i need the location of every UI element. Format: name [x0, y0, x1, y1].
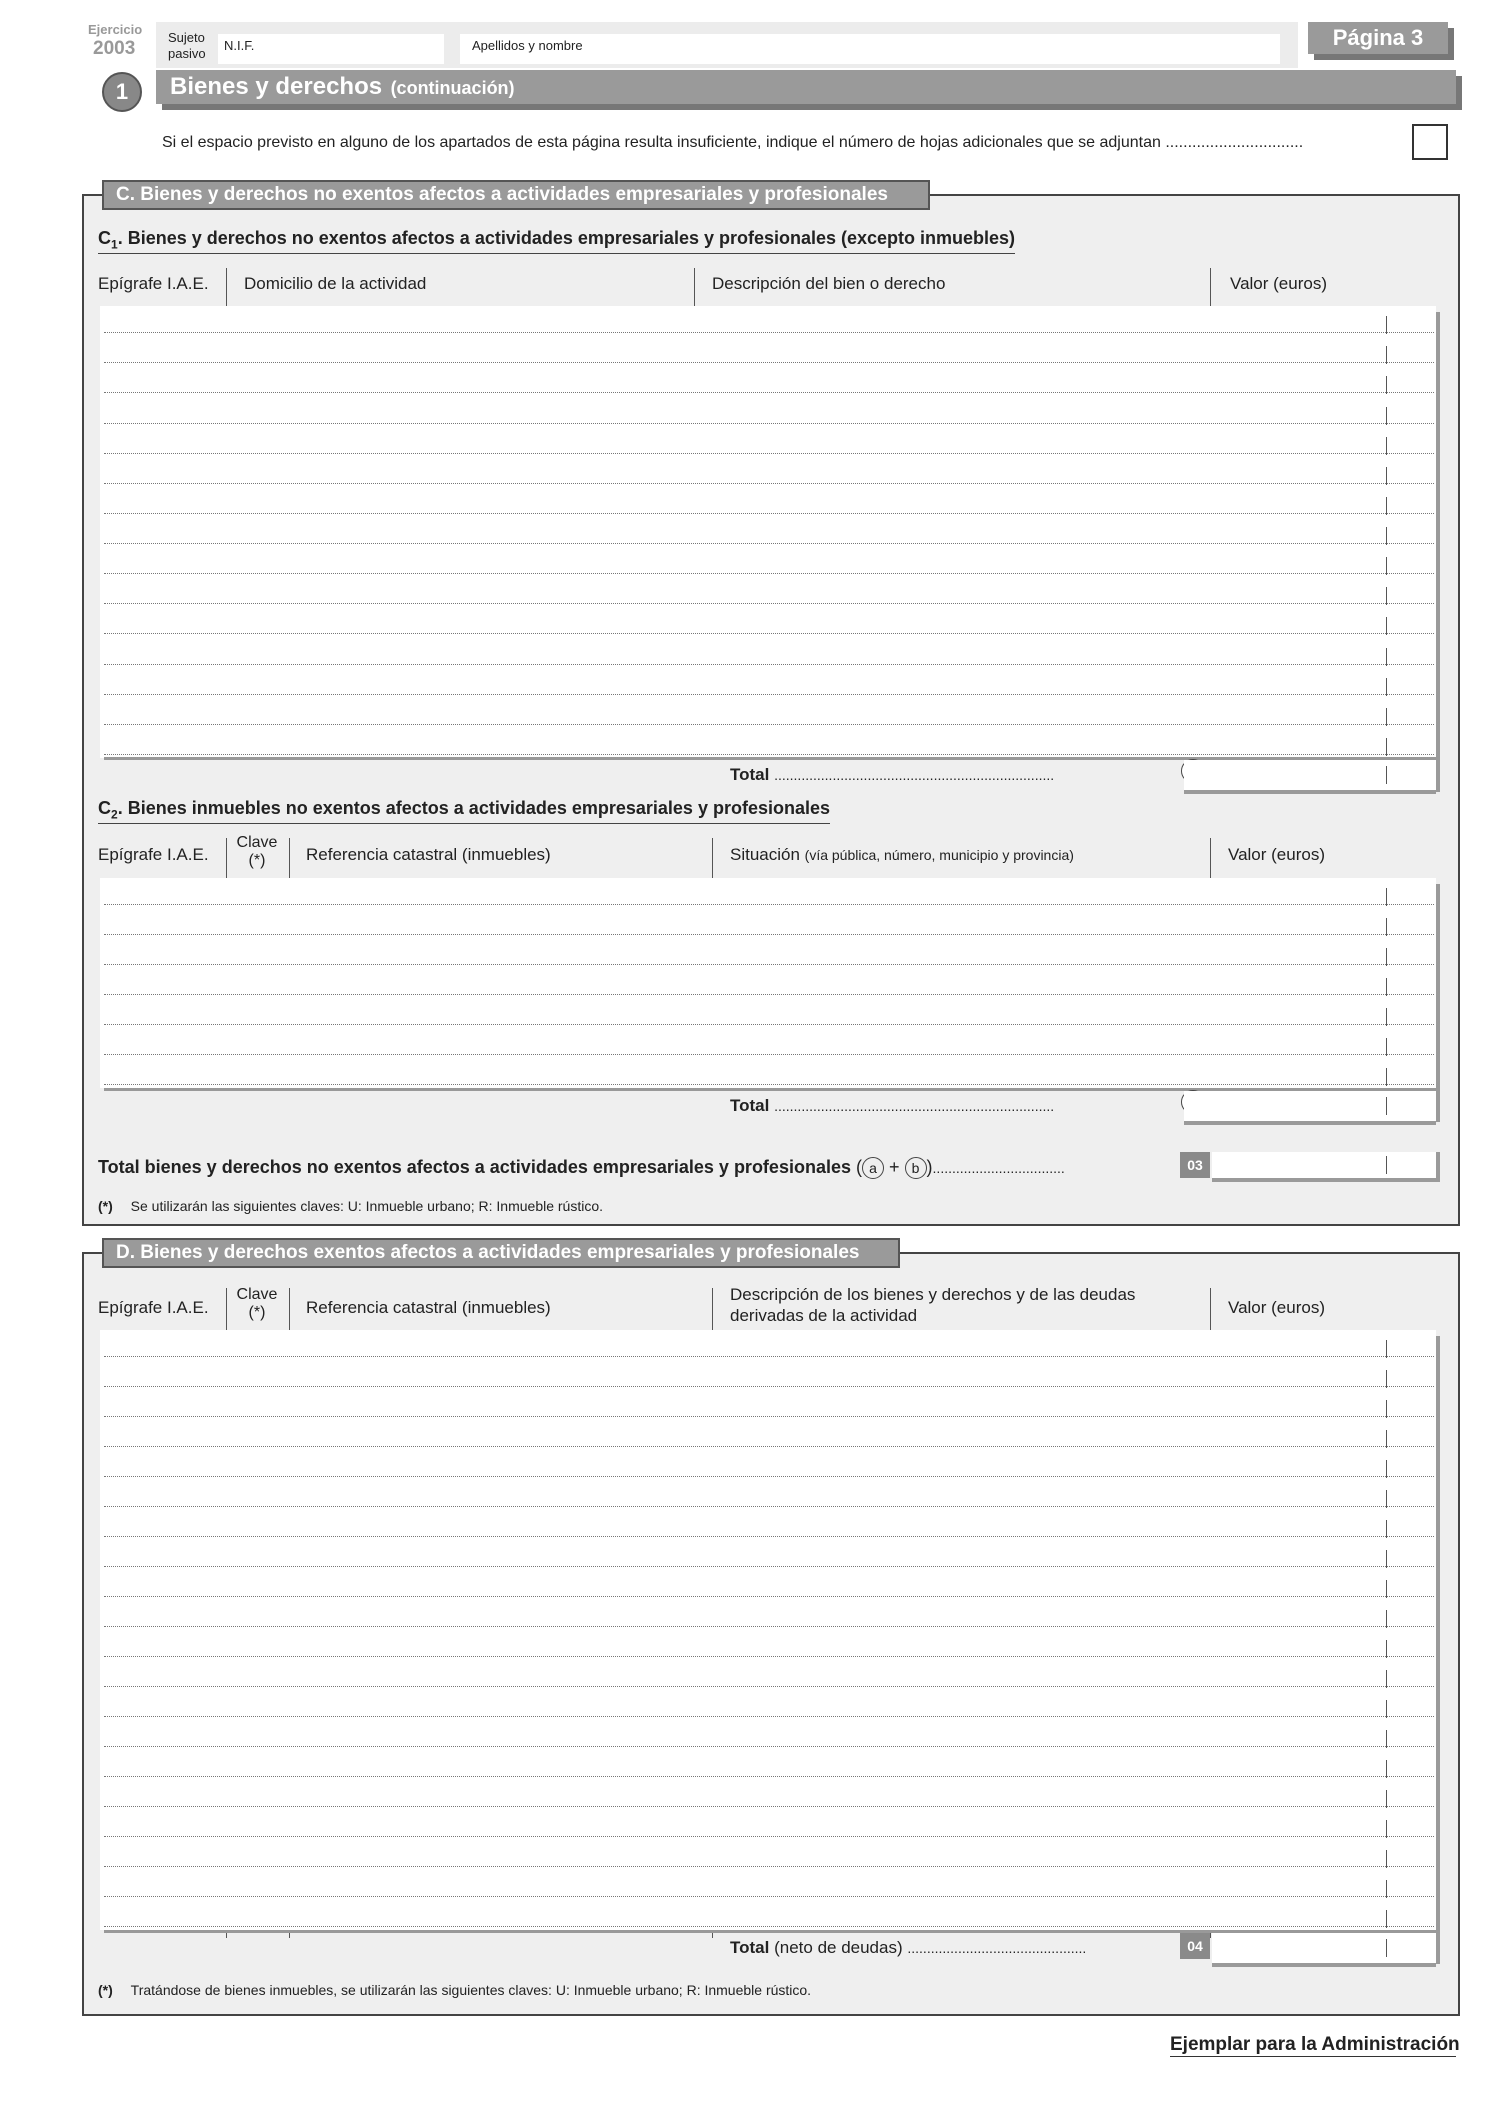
c2-total-cents-sep — [1386, 1097, 1387, 1115]
nif-label: N.I.F. — [224, 38, 255, 53]
page-label-text: Página 3 — [1332, 25, 1424, 50]
d-col-clave — [234, 1286, 280, 1322]
c1-col-epigrafe: Epígrafe I.A.E. — [98, 274, 209, 293]
d-total-label — [730, 1938, 1086, 1958]
value-cents-separator — [1386, 978, 1387, 996]
c-grand-total-key-a: a — [862, 1157, 884, 1179]
d-footnote-text: Tratándose de bienes inmuebles, se utilizarán las siguientes claves: U: Inmueble urbano; R: Inmueble rústico. — [130, 1982, 812, 1998]
entry-row-line — [104, 1776, 1434, 1777]
section-number-badge — [102, 72, 142, 112]
entry-row-line — [104, 392, 1434, 393]
year: 2003 — [93, 38, 136, 59]
entry-row-line — [104, 543, 1434, 544]
entry-row-line — [104, 362, 1434, 363]
c-grand-total-field[interactable] — [1212, 1152, 1440, 1182]
value-cents-separator — [1386, 527, 1387, 545]
d-table-shadow — [1436, 1336, 1440, 1964]
value-cents-separator — [1386, 587, 1387, 605]
value-cents-separator — [1386, 316, 1387, 334]
entry-row-line — [104, 1024, 1434, 1025]
c-footnote-text: Se utilizarán las siguientes claves: U: Inmueble urbano; R: Inmueble rústico. — [130, 1198, 604, 1214]
c2-total-field[interactable] — [1184, 1091, 1436, 1125]
d-total-cents-sep — [1386, 1939, 1387, 1957]
entry-row-line — [104, 994, 1434, 995]
value-cents-separator — [1386, 1340, 1387, 1358]
d-col-valor: Valor (euros) — [1228, 1298, 1325, 1317]
entry-row-line — [104, 453, 1434, 454]
entry-row-line — [104, 1866, 1434, 1867]
entry-row-line — [104, 1386, 1434, 1387]
entry-row-line — [104, 1566, 1434, 1567]
value-cents-separator — [1386, 1400, 1387, 1418]
value-cents-separator — [1386, 1008, 1387, 1026]
c1-sub: 1 — [111, 237, 118, 252]
c2-prefix: C — [98, 798, 111, 818]
c1-total-label — [730, 765, 1054, 785]
d-col-descripcion-line2: derivadas de la actividad — [730, 1306, 918, 1325]
entry-row-line — [104, 603, 1434, 604]
value-cents-separator — [1386, 617, 1387, 635]
value-cents-separator — [1386, 1490, 1387, 1508]
entry-row-line — [104, 694, 1434, 695]
entry-row-line — [104, 1356, 1434, 1357]
c-grand-total-code: 03 — [1180, 1152, 1210, 1178]
entry-row-line — [104, 1746, 1434, 1747]
c1-col-domicilio: Domicilio de la actividad — [244, 274, 427, 293]
entry-row-line — [104, 1596, 1434, 1597]
d-col-descripcion — [730, 1284, 1135, 1326]
c2-col-situacion-text: Situación — [730, 845, 800, 864]
section-d-tag: D. Bienes y derechos exentos afectos a actividades empresariales y profesionales — [102, 1238, 900, 1268]
c-footnote — [98, 1198, 603, 1214]
entry-row-line — [104, 1926, 1434, 1927]
apellidos-label: Apellidos y nombre — [472, 38, 583, 53]
entry-row-line — [104, 754, 1434, 755]
entry-row-line — [104, 1716, 1434, 1717]
entry-row-line — [104, 1836, 1434, 1837]
value-cents-separator — [1386, 1068, 1387, 1086]
value-cents-separator — [1386, 1610, 1387, 1628]
ejercicio-label: Ejercicio — [88, 22, 143, 37]
c-grand-total-row — [98, 1152, 1178, 1182]
value-cents-separator — [1386, 1850, 1387, 1868]
value-cents-separator — [1386, 437, 1387, 455]
notice-text: Si el espacio previsto en alguno de los apartados de esta página resulta insuficiente, indique el número de hojas adicionales que se adjuntan ............................... — [162, 134, 1304, 151]
section-subtitle: (continuación) — [390, 78, 515, 98]
entry-row-line — [104, 332, 1434, 333]
entry-row-line — [104, 1084, 1434, 1085]
c2-col-clave-note: (*) — [248, 852, 266, 869]
value-cents-separator — [1386, 1730, 1387, 1748]
c2-col-clave — [234, 834, 280, 870]
apellidos-field[interactable] — [460, 34, 1280, 64]
d-total-field[interactable] — [1212, 1933, 1436, 1967]
c2-sub: 2 — [111, 807, 118, 822]
c2-title-text: . Bienes inmuebles no exentos afectos a actividades empresariales y profesionales — [117, 798, 830, 818]
entry-row-line — [104, 483, 1434, 484]
c1-table-shadow — [1436, 312, 1440, 792]
value-cents-separator — [1386, 1820, 1387, 1838]
value-cents-separator — [1386, 1760, 1387, 1778]
entry-row-line — [104, 1626, 1434, 1627]
value-cents-separator — [1386, 708, 1387, 726]
c2-col-situacion-note: (vía pública, número, municipio y provincia) — [804, 847, 1074, 863]
c2-col-clave-text: Clave — [236, 834, 278, 851]
value-cents-separator — [1386, 346, 1387, 364]
value-cents-separator — [1386, 1370, 1387, 1388]
c-grand-total-cents-sep — [1386, 1156, 1387, 1174]
section-number: 1 — [115, 79, 129, 104]
value-cents-separator — [1386, 467, 1387, 485]
value-cents-separator — [1386, 557, 1387, 575]
footer-copy-label: Ejemplar para la Administración — [1170, 2034, 1460, 2055]
value-cents-separator — [1386, 738, 1387, 756]
c2-total-label — [730, 1096, 1054, 1116]
entry-row-line — [104, 633, 1434, 634]
value-cents-separator — [1386, 888, 1387, 906]
entry-row-line — [104, 1896, 1434, 1897]
c2-total-dots: ........................................................................ — [774, 1098, 1055, 1114]
value-cents-separator — [1386, 1670, 1387, 1688]
c1-total-dots: ........................................................................ — [774, 767, 1055, 783]
value-cents-separator — [1386, 407, 1387, 425]
d-col-clave-note: (*) — [248, 1304, 266, 1321]
entry-row-line — [104, 513, 1434, 514]
entry-row-line — [104, 1686, 1434, 1687]
value-cents-separator — [1386, 376, 1387, 394]
value-cents-separator — [1386, 948, 1387, 966]
d-footnote — [98, 1982, 811, 1998]
c1-total-text: Total — [730, 765, 770, 784]
c1-col-descripcion: Descripción del bien o derecho — [712, 274, 946, 293]
value-cents-separator — [1386, 1038, 1387, 1056]
c-grand-total-label: Total bienes y derechos no exentos afectos a actividades empresariales y profesionales — [98, 1157, 851, 1177]
c2-table[interactable] — [100, 878, 1436, 1088]
d-total-text: Total — [730, 1938, 770, 1957]
c1-table[interactable] — [100, 306, 1436, 758]
value-cents-separator — [1386, 1580, 1387, 1598]
c1-total-field[interactable] — [1184, 760, 1436, 794]
entry-row-line — [104, 1054, 1434, 1055]
entry-row-line — [104, 724, 1434, 725]
entry-row-line — [104, 964, 1434, 965]
entry-row-line — [104, 573, 1434, 574]
d-total-note: (neto de deudas) — [774, 1938, 903, 1957]
section-title-bar — [156, 70, 1456, 104]
entry-row-line — [104, 423, 1434, 424]
c2-total-text: Total — [730, 1096, 770, 1115]
page-label — [1308, 22, 1448, 54]
value-cents-separator — [1386, 1880, 1387, 1898]
sujeto-label: Sujeto pasivo — [168, 30, 206, 61]
c-grand-total-open: ( — [856, 1157, 862, 1177]
entry-row-line — [104, 664, 1434, 665]
entry-row-line — [104, 1446, 1434, 1447]
c1-title — [98, 228, 1015, 254]
d-table[interactable] — [100, 1330, 1436, 1930]
value-cents-separator — [1386, 1550, 1387, 1568]
c1-title-text: . Bienes y derechos no exentos afectos a actividades empresariales y profesionales (excepto inmuebles) — [117, 228, 1016, 248]
entry-row-line — [104, 1506, 1434, 1507]
c1-prefix: C — [98, 228, 111, 248]
d-col-referencia: Referencia catastral (inmuebles) — [306, 1298, 551, 1317]
c2-table-shadow — [1436, 884, 1440, 1122]
c2-col-referencia: Referencia catastral (inmuebles) — [306, 845, 551, 864]
c-footnote-mark: (*) — [98, 1198, 113, 1214]
value-cents-separator — [1386, 1640, 1387, 1658]
c-grand-total-dots: .................................. — [932, 1160, 1065, 1176]
section-c-tag: C. Bienes y derechos no exentos afectos a actividades empresariales y profesionales — [102, 180, 930, 210]
c-grand-total-close: ) — [926, 1157, 933, 1177]
entry-row-line — [104, 1656, 1434, 1657]
c-grand-total-plus: + — [889, 1157, 900, 1177]
d-total-dots: .............................................. — [907, 1940, 1087, 1956]
value-cents-separator — [1386, 648, 1387, 666]
c2-col-epigrafe: Epígrafe I.A.E. — [98, 845, 209, 864]
entry-row-line — [104, 1536, 1434, 1537]
additional-sheets-box[interactable] — [1412, 124, 1448, 160]
d-total-code: 04 — [1180, 1933, 1210, 1959]
c2-title — [98, 798, 830, 824]
entry-row-line — [104, 1476, 1434, 1477]
entry-row-line — [104, 1416, 1434, 1417]
value-cents-separator — [1386, 918, 1387, 936]
d-col-descripcion-line1: Descripción de los bienes y derechos y de las deudas — [730, 1285, 1136, 1304]
d-col-clave-text: Clave — [236, 1286, 278, 1303]
c1-col-valor: Valor (euros) — [1230, 274, 1327, 293]
value-cents-separator — [1386, 1790, 1387, 1808]
entry-row-line — [104, 1806, 1434, 1807]
value-cents-separator — [1386, 497, 1387, 515]
value-cents-separator — [1386, 1460, 1387, 1478]
nif-field[interactable] — [218, 34, 444, 64]
value-cents-separator — [1386, 1910, 1387, 1928]
c-grand-total-key-b: b — [905, 1157, 927, 1179]
value-cents-separator — [1386, 1430, 1387, 1448]
value-cents-separator — [1386, 1700, 1387, 1718]
section-title: Bienes y derechos — [170, 73, 383, 100]
c2-col-situacion — [730, 845, 1074, 865]
value-cents-separator — [1386, 1520, 1387, 1538]
value-cents-separator — [1386, 678, 1387, 696]
d-col-epigrafe: Epígrafe I.A.E. — [98, 1298, 209, 1317]
entry-row-line — [104, 904, 1434, 905]
d-footnote-mark: (*) — [98, 1982, 113, 1998]
entry-row-line — [104, 934, 1434, 935]
c1-total-cents-sep — [1386, 766, 1387, 784]
c2-col-valor: Valor (euros) — [1228, 845, 1325, 864]
